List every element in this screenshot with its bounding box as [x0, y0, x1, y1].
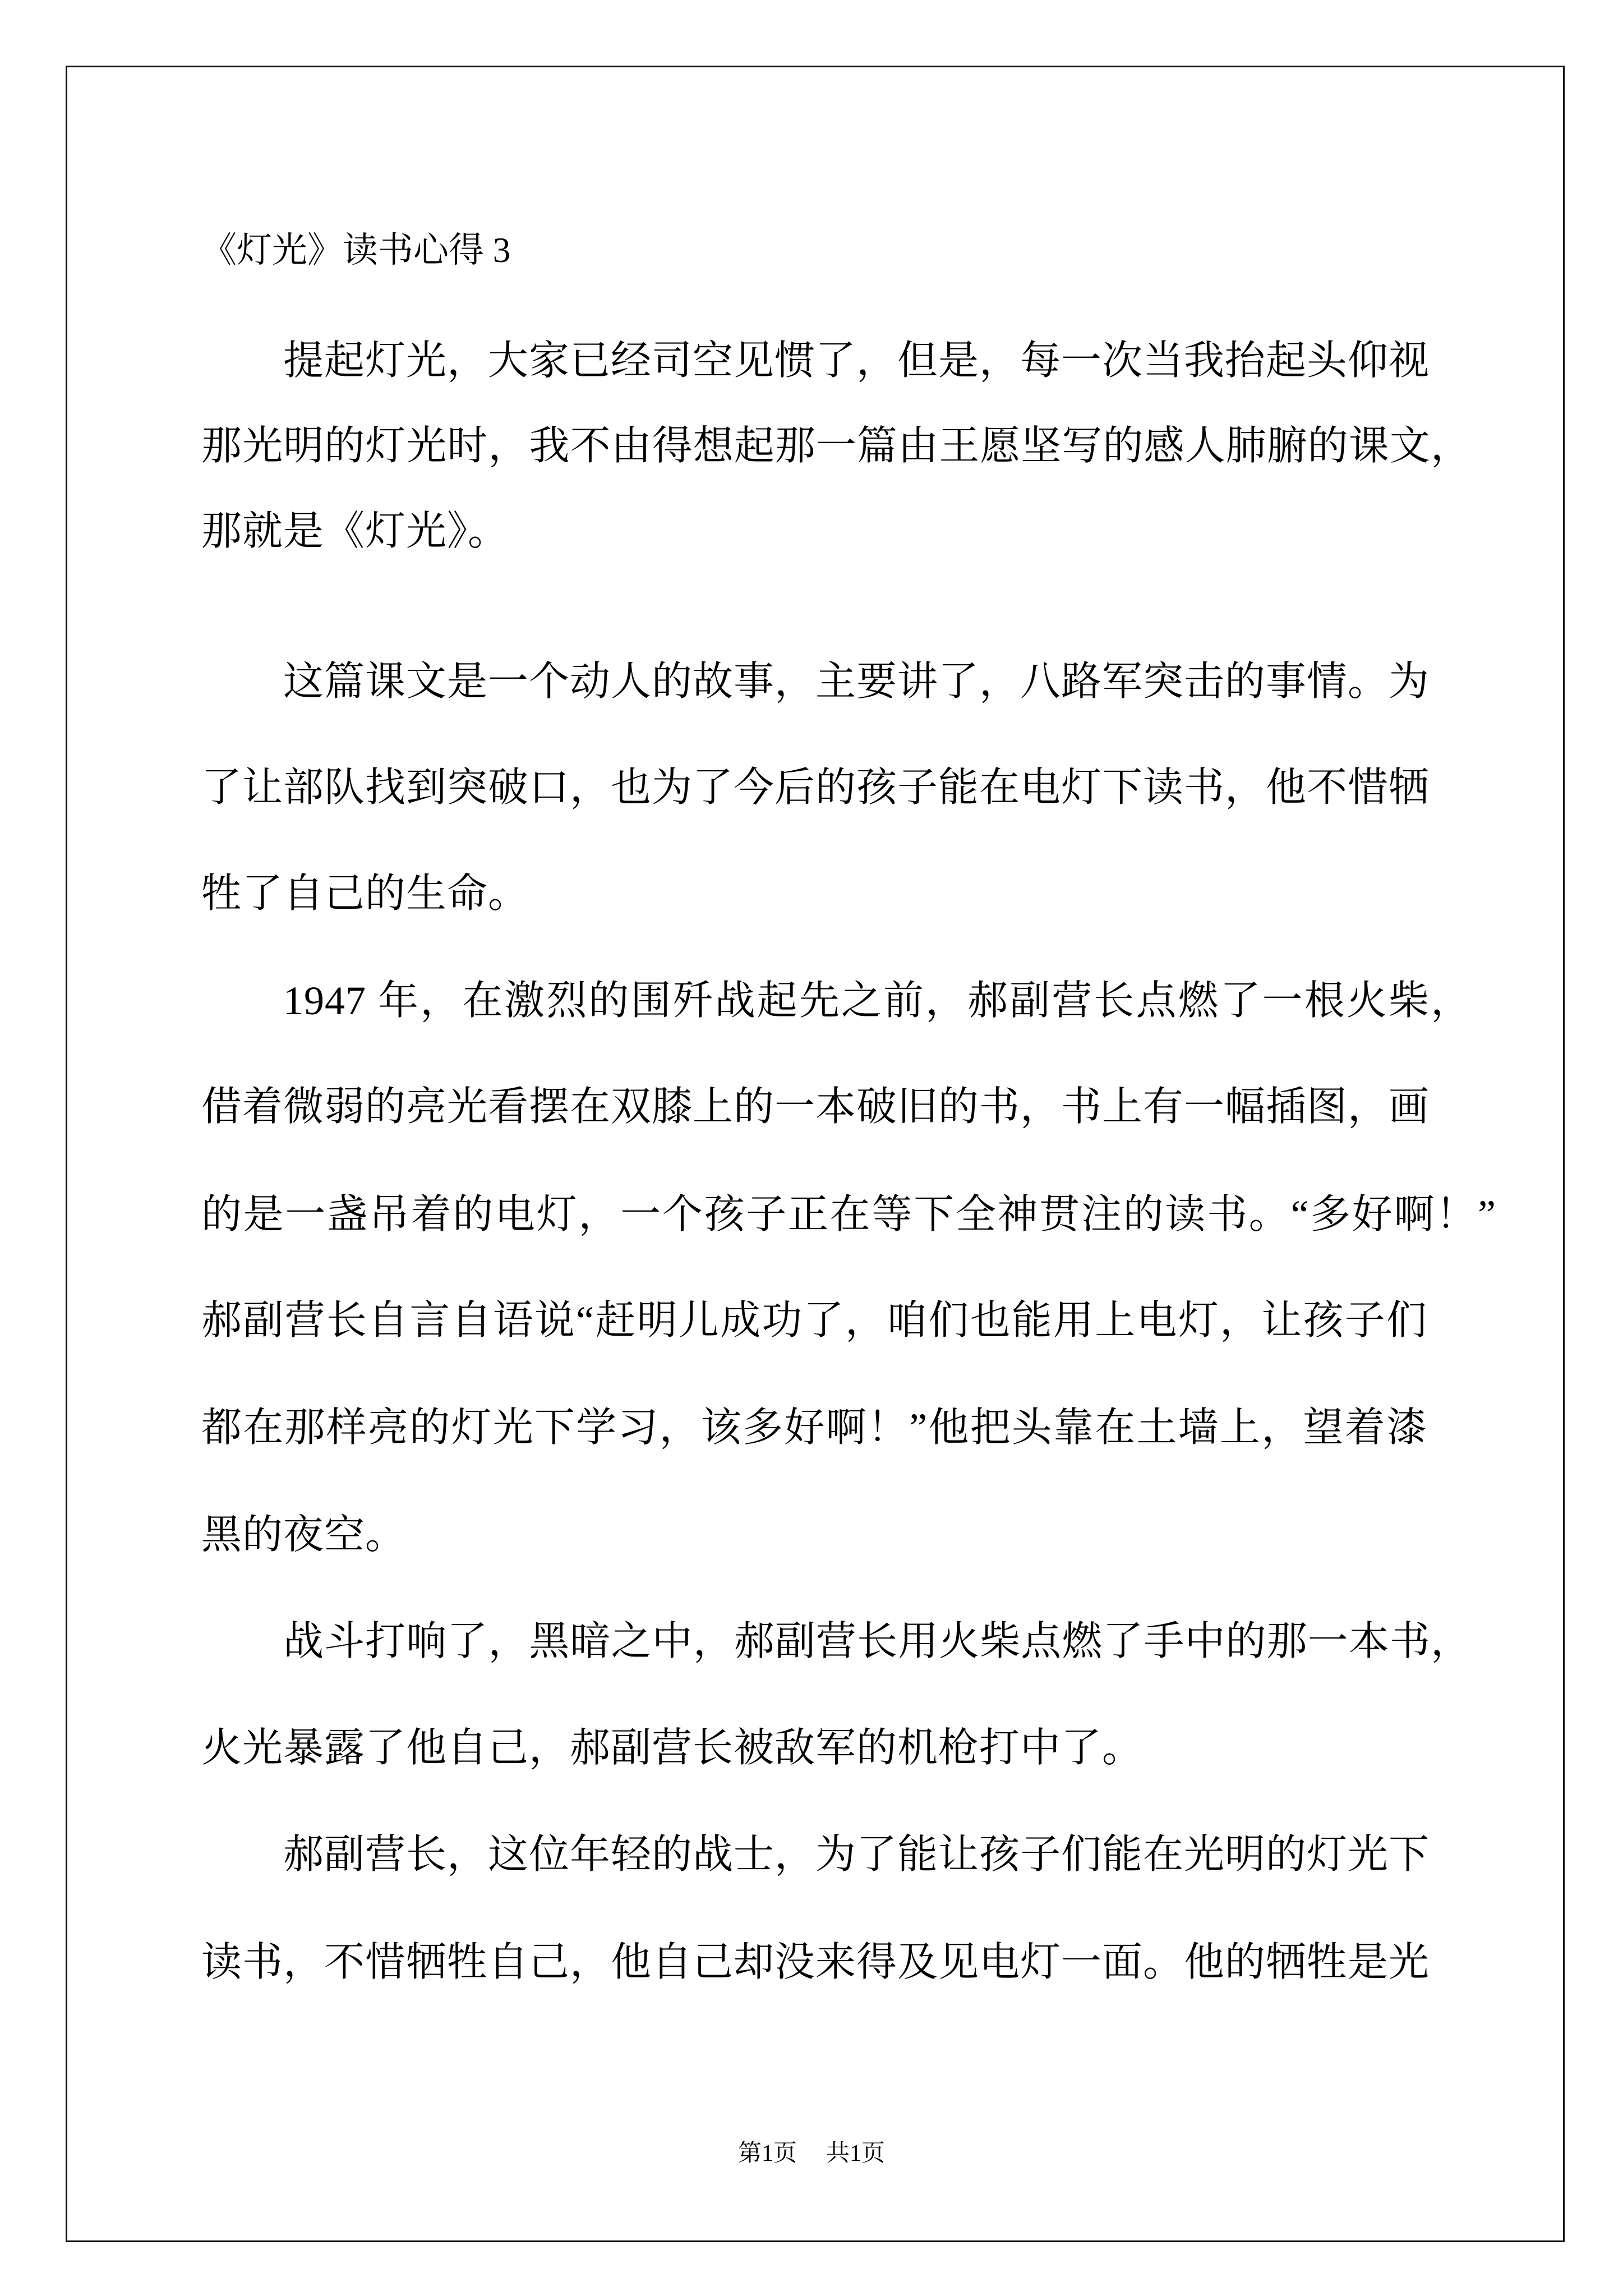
page-border: [66, 66, 1565, 2242]
paragraph-line: 牲了自己的生命。: [201, 871, 529, 916]
paragraph-line: 黑的夜空。: [201, 1512, 407, 1557]
paragraph-line: 的是一盏吊着的电灯，一个孩子正在等下全神贯注的读书。“多好啊！”: [201, 1192, 1496, 1237]
page-count: 共1页: [826, 2141, 886, 2166]
paragraph-line: 读书，不惜牺牲自己，他自己却没来得及见电灯一面。他的牺牲是光: [201, 1940, 1430, 1985]
paragraph-line: 那光明的灯光时，我不由得想起那一篇由王愿坚写的感人肺腑的课文，: [201, 424, 1472, 468]
paragraph-line: 郝副营长，这位年轻的战士，为了能让孩子们能在光明的灯光下: [283, 1832, 1430, 1877]
paragraph-line: 战斗打响了，黑暗之中，郝副营长用火柴点燃了手中的那一本书，: [283, 1619, 1472, 1664]
page-footer: [0, 2137, 1623, 2170]
paragraph-line: 这篇课文是一个动人的故事，主要讲了，八路军突击的事情。为: [283, 659, 1430, 704]
page-number: 第1页: [737, 2141, 797, 2166]
paragraph-line: 那就是《灯光》。: [201, 509, 509, 554]
paragraph-line: 提起灯光，大家已经司空见惯了，但是，每一次当我抬起头仰视: [283, 338, 1430, 383]
document-title: 《灯光》读书心得 3: [201, 231, 511, 270]
paragraph-line: 借着微弱的亮光看摆在双膝上的一本破旧的书，书上有一幅插图，画: [201, 1084, 1430, 1129]
paragraph-line: 都在那样亮的灯光下学习，该多好啊！”他把头靠在土墙上，望着漆: [201, 1405, 1427, 1450]
paragraph-line: 火光暴露了他自己，郝副营长被敌军的机枪打中了。: [201, 1726, 1144, 1770]
paragraph-line: 了让部队找到突破口，也为了今后的孩子能在电灯下读书，他不惜牺: [201, 765, 1430, 810]
paragraph-line: 1947 年，在激烈的围歼战起先之前，郝副营长点燃了一根火柴，: [283, 978, 1472, 1023]
paragraph-line: 郝副营长自言自语说“赶明儿成功了，咱们也能用上电灯，让孩子们: [201, 1298, 1427, 1343]
